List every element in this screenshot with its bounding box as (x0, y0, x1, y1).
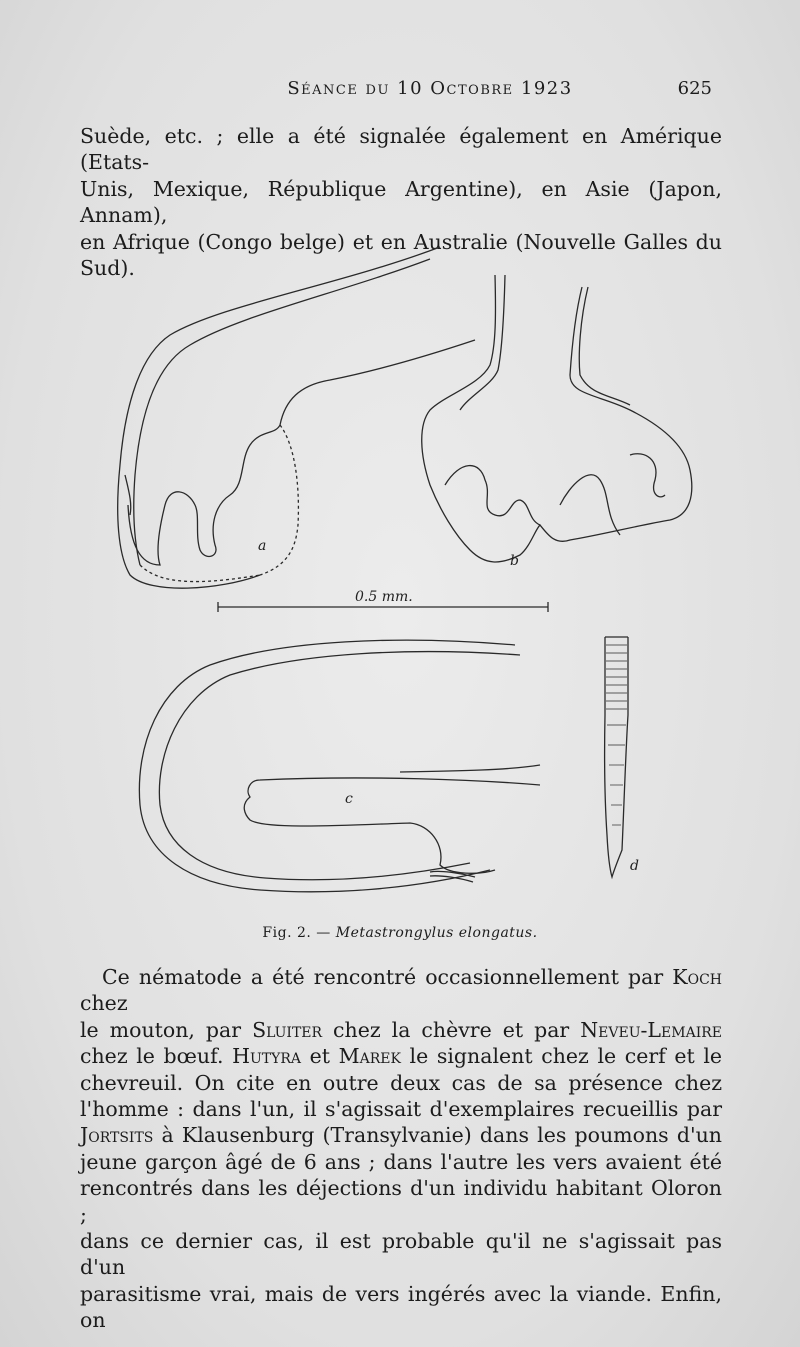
text-run: Ce nématode a été rencontré occasionnellement par (102, 965, 673, 989)
text-line: en Afrique (Congo belge) et en Australie (Nouvelle Galles du (80, 229, 722, 254)
author-name: Sluiter (252, 1017, 323, 1042)
text-run: à Klausenburg (Transylvanie) dans les poumons d'un (153, 1123, 722, 1148)
text-line: jeune garçon âgé de 6 ans ; dans l'autre les vers avaient été (80, 1149, 722, 1174)
text-run: chez la chèvre et par (322, 1017, 581, 1042)
text-run: le mouton, par (80, 1017, 253, 1042)
text-line: l'homme : dans l'un, il s'agissait d'exemplaires recueillis par (80, 1097, 722, 1122)
text-run: le signalent chez le cerf et le (400, 1044, 723, 1069)
drawing-c (139, 640, 540, 892)
text-line (80, 964, 722, 1017)
author-name: Koch (672, 965, 722, 989)
drawing-d (605, 637, 628, 877)
figure-metastrongylus (100, 245, 720, 905)
figure-label-b: b (510, 553, 519, 569)
text-line (80, 1043, 722, 1069)
paragraph-occurrences (80, 964, 722, 1334)
author-name: Neveu-Lemaire (580, 1017, 722, 1042)
scale-label: 0.5 mm. (355, 589, 413, 605)
drawing-a (118, 247, 475, 588)
text-line: rencontrés dans les déjections d'un individu habitant Oloron ; (80, 1176, 722, 1227)
text-line (80, 1122, 722, 1148)
figure-drawing (100, 245, 720, 905)
text-line: dans ce dernier cas, il est probable qu'il ne s'agissait pas d'un (80, 1229, 722, 1280)
page-number: 625 (677, 78, 712, 99)
text-line: Sud). (80, 256, 135, 281)
running-head (80, 78, 720, 108)
figure-label-d: d (630, 858, 639, 874)
figure-label-c: c (345, 791, 353, 807)
running-title: Séance du 10 Octobre 1923 (287, 78, 573, 99)
figure-label-a: a (258, 538, 267, 554)
text-run: et (301, 1044, 339, 1069)
text-run: chez le bœuf. (80, 1044, 233, 1069)
text-line: Unis, Mexique, République Argentine), en Asie (Japon, Annam), (80, 176, 722, 228)
text-line: Suède, etc. ; elle a été signalée également en Amérique (Etats- (80, 124, 722, 175)
caption-species: Metastrongylus elongatus. (335, 925, 538, 941)
text-run: chez (80, 991, 128, 1016)
caption-prefix: Fig. 2. — (262, 925, 336, 941)
text-line: parasitisme vrai, mais de vers ingérés avec la viande. Enfin, on (80, 1281, 722, 1333)
author-name: Hutyra (232, 1044, 302, 1069)
text-line (80, 1017, 722, 1043)
figure-caption (160, 925, 640, 941)
drawing-b (422, 275, 692, 562)
text-line: chevreuil. On cite en outre deux cas de sa présence chez (80, 1070, 722, 1095)
author-name: Marek (338, 1044, 401, 1069)
author-name: Jortsits (80, 1123, 154, 1148)
